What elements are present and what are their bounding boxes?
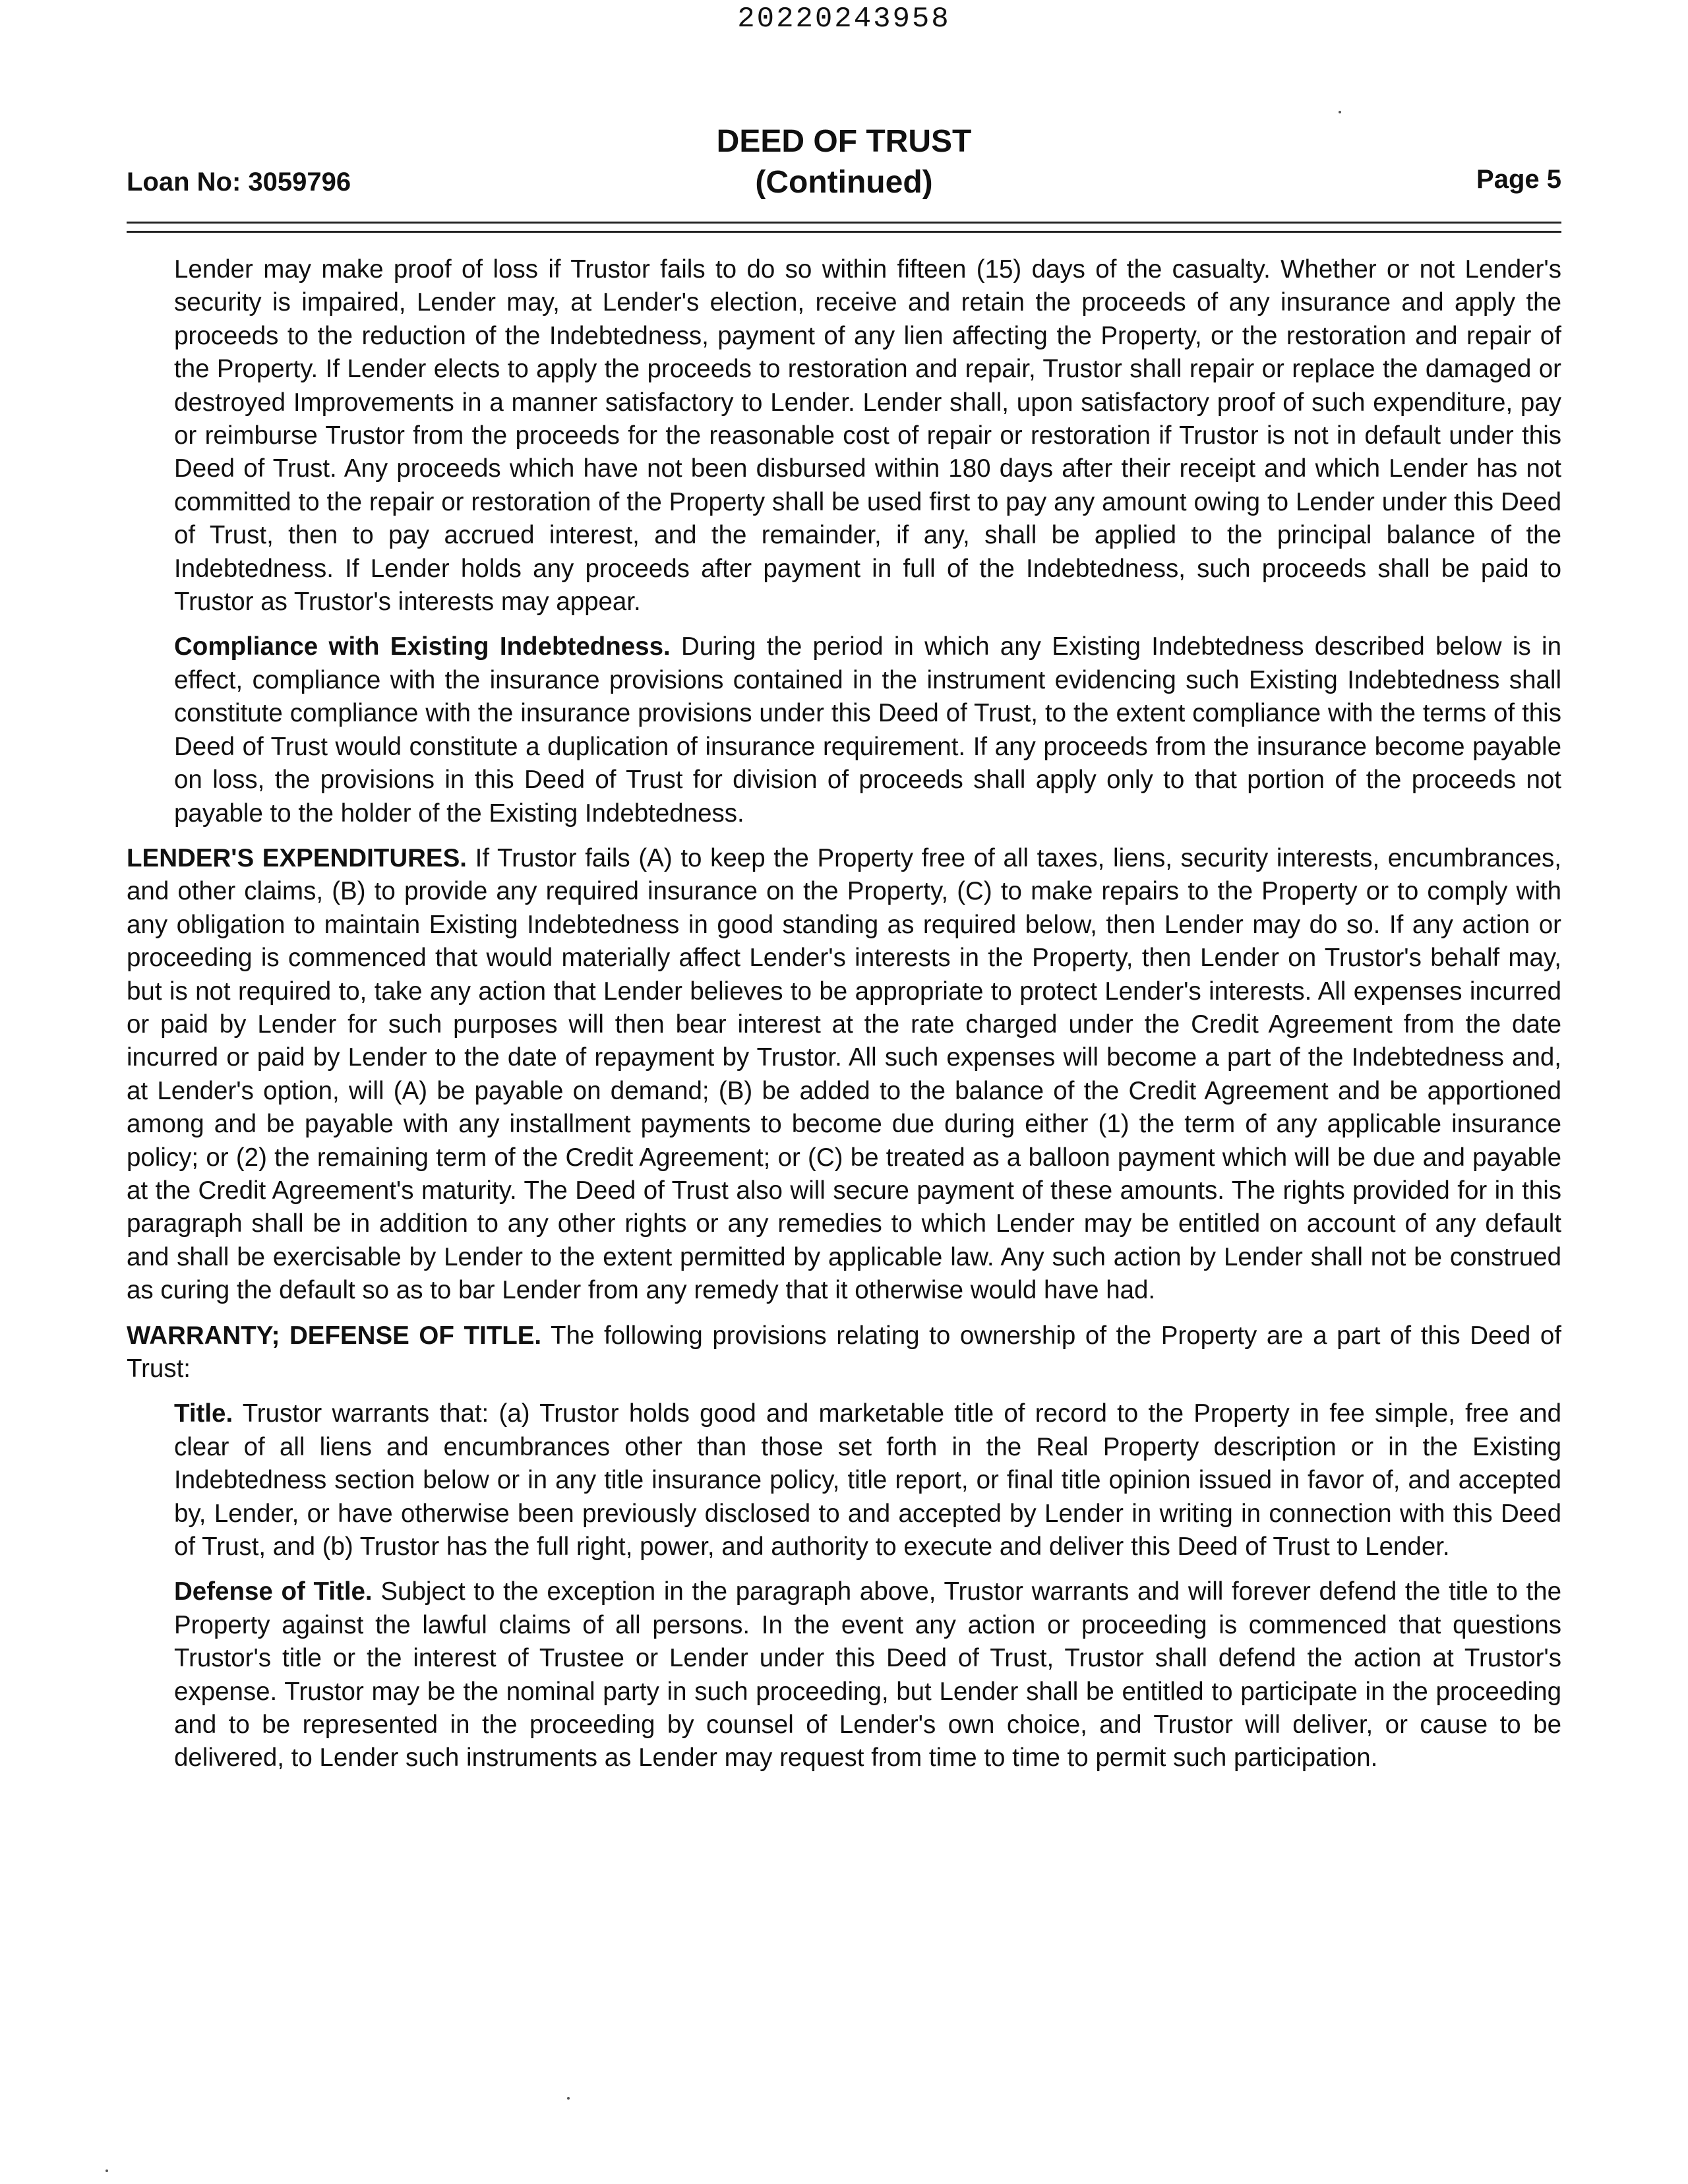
scan-speck — [567, 2097, 570, 2100]
paragraph-text: Subject to the exception in the paragraph above, Trustor warrants and will forever defend the title to the Property against the lawful claims of all persons. In the event any action or proceeding is commenced that questions Trustor's title or the interest of Trustee or Lender under this Deed of Trust, Trustor shall defend the action at Trustor's expense. Trustor may be the nominal party in such proceeding, but Lender shall be entitled to participate in the proceeding and to be represented in the proceeding by counsel of Lender's own choice, and Trustor will deliver, or cause to be delivered, to Lender such instruments as Lender may request from time to time to permit such participation. — [174, 1577, 1561, 1773]
paragraph-text: Trustor warrants that: (a) Trustor holds good and marketable title of record to the Property in fee simple, free and clear of all liens and encumbrances other than those set forth in the Real Property description or in the Existing Indebtedness section below or in any title insurance policy, title report, or final title opinion issued in favor of, and accepted by, Lender, or have otherwise been previously disclosed to and accepted by Lender in writing in connection with this Deed of Trust, and (b) Trustor has the full right, power, and authority to execute and deliver this Deed of Trust to Lender. — [174, 1399, 1561, 1562]
paragraph-warranty-defense-of-title — [127, 1320, 1561, 1386]
document-title — [127, 121, 1561, 203]
paragraph-text: During the period in which any Existing Indebtedness described below is in effect, compliance with the insurance provisions contained in the instrument evidencing such Existing Indebtedness shall constitute compliance with the insurance provisions under this Deed of Trust, to the extent compliance with the terms of this Deed of Trust would constitute a duplication of insurance requirement. If any proceeds from the insurance become payable on loss, the provisions in this Deed of Trust for division of proceeds shall apply only to that portion of the proceeds not payable to the holder of the Existing Indebtedness. — [174, 632, 1561, 828]
page-header — [127, 121, 1561, 200]
paragraph-compliance-existing-indebtedness — [127, 630, 1561, 830]
paragraph-heading: Defense of Title. — [174, 1577, 373, 1606]
paragraph-heading: WARRANTY; DEFENSE OF TITLE. — [127, 1321, 542, 1350]
header-divider-top — [127, 222, 1561, 224]
paragraph-title — [127, 1397, 1561, 1563]
paragraph-text: If Trustor fails (A) to keep the Property free of all taxes, liens, security interests, encumbrances, and other claims, (B) to provide any required insurance on the Property, (C) to make repairs to the Property or to comply with any obligation to maintain Existing Indebtedness in good standing as required below, then Lender may do so. If any action or proceeding is commenced that would materially affect Lender's interests in the Property, then Lender on Trustor's behalf may, but is not required to, take any action that Lender believes to be appropriate to protect Lender's interests. All expenses incurred or paid by Lender for such purposes will then bear interest at the rate charged under the Credit Agreement from the date incurred or paid by Lender to the date of repayment by Trustor. All such expenses will become a part of the Indebtedness and, at Lender's option, will (A) be payable on demand; (B) be added to the balance of the Credit Agreement and be apportioned among and be payable with any installment payments to become due during either (1) the term of any applicable insurance policy; or (2) the remaining term of the Credit Agreement; or (C) be treated as a balloon payment which will be due and payable at the Credit Agreement's maturity. The Deed of Trust also will secure payment of these amounts. The rights provided for in this paragraph shall be in addition to any other rights or any remedies to which Lender may be entitled on account of any default and shall be exercisable by Lender to the extent permitted by applicable law. Any such action by Lender shall not be construed as curing the default so as to bar Lender from any remedy that it otherwise would have had. — [127, 843, 1561, 1305]
paragraph-text: Lender may make proof of loss if Trustor fails to do so within fifteen (15) days of the casualty. Whether or not Lender's security is impaired, Lender may, at Lender's election, receive and retain the proceeds of any insurance and apply the proceeds to the reduction of the Indebtedness, payment of any lien affecting the Property, or the restoration and repair of the Property. If Lender elects to apply the proceeds to restoration and repair, Trustor shall repair or replace the damaged or destroyed Improvements in a manner satisfactory to Lender. Lender shall, upon satisfactory proof of such expenditure, pay or reimburse Trustor from the proceeds for the reasonable cost of repair or restoration if Trustor is not in default under this Deed of Trust. Any proceeds which have not been disbursed within 180 days after their receipt and which Lender has not committed to the repair or restoration of the Property shall be used first to pay any amount owing to Lender under this Deed of Trust, then to pay accrued interest, and the remainder, if any, shall be applied to the principal balance of the Indebtedness. If Lender holds any proceeds after payment in full of the Indebtedness, such proceeds shall be paid to Trustor as Trustor's interests may appear. — [174, 255, 1561, 617]
paragraph-heading: LENDER'S EXPENDITURES. — [127, 843, 467, 872]
paragraph-heading: Title. — [174, 1399, 233, 1428]
header-divider-bottom — [127, 231, 1561, 233]
paragraph-text: The following provisions relating to ownership of the Property are a part of this Deed of Trust: — [127, 1321, 1561, 1383]
scan-speck — [1339, 111, 1341, 113]
scan-speck — [106, 2169, 108, 2172]
loan-number: Loan No: 3059796 — [127, 167, 351, 197]
paragraph-insurance-proceeds — [127, 253, 1561, 619]
paragraph-heading: Compliance with Existing Indebtedness. — [174, 632, 671, 661]
page-number: Page 5 — [1476, 165, 1561, 194]
title-line-1: DEED OF TRUST — [716, 124, 972, 159]
title-line-2: (Continued) — [755, 165, 933, 200]
paragraph-lenders-expenditures — [127, 842, 1561, 1308]
document-number: 20220243958 — [737, 3, 951, 36]
paragraph-defense-of-title — [127, 1575, 1561, 1774]
body-text — [127, 253, 1561, 1787]
